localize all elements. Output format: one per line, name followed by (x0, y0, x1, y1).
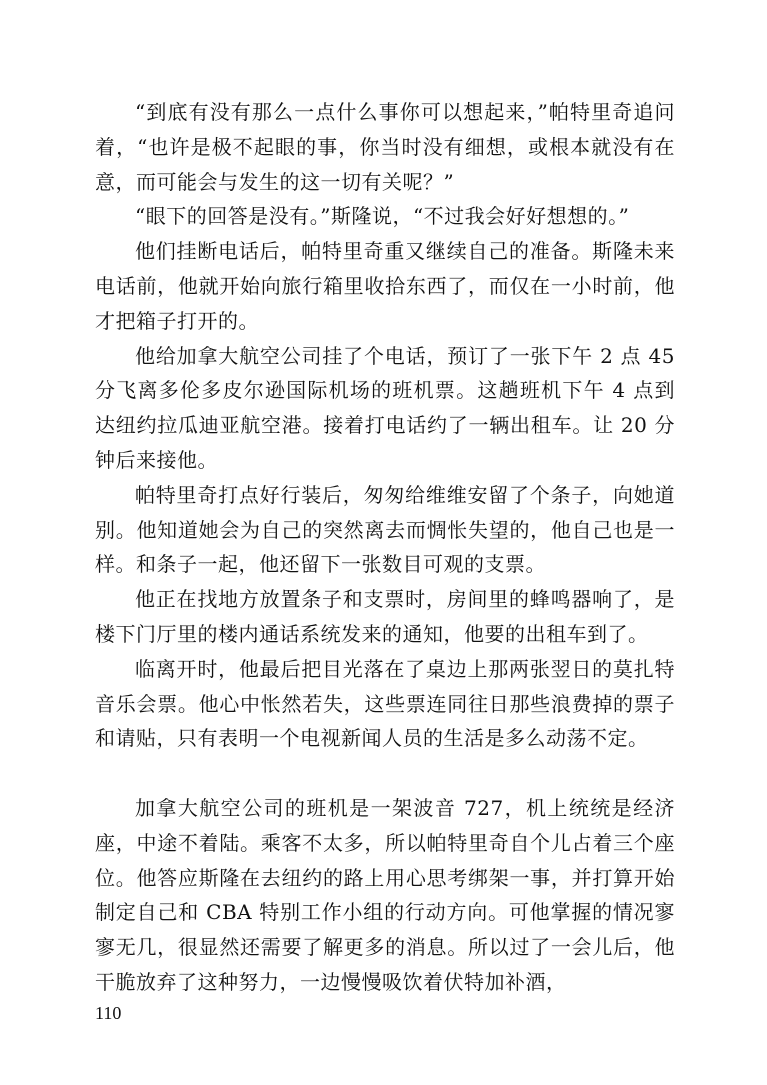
paragraph-5: 帕特里奇打点好行装后，匆匆给维维安留了个条子，向她道别。他知道她会为自己的突然离去而惆怅失望的，他自己也是一样。和条子一起，他还留下一张数目可观的支票。 (95, 482, 675, 577)
paragraph-2: “眼下的回答是没有。”斯隆说，“不过我会好好想想的。” (135, 204, 630, 229)
paragraph-6: 他正在找地方放置条子和支票时，房间里的蜂鸣器响了，是楼下门厅里的楼内通话系统发来的通知，他要的出租车到了。 (95, 587, 675, 646)
section-break (95, 756, 675, 791)
paragraph-8: 加拿大航空公司的班机是一架波音 727，机上统统是经济座，中途不着陆。乘客不太多，所以帕特里奇自个儿占着三个座位。他答应斯隆在去纽约的路上用心思考绑架一事，并打算开始制定自己和 CBA 特别工作小组的行动方向。可他掌握的情况寥寥无几，很显然还需要了解更多的消息。所以过了一会儿后，他干脆放弃了这种努力，一边慢慢吸饮着伏特加补酒， (95, 795, 675, 994)
paragraph-3: 他们挂断电话后，帕特里奇重又继续自己的准备。斯隆未来电话前，他就开始向旅行箱里收拾东西了，而仅在一小时前，他才把箱子打开的。 (95, 239, 675, 333)
paragraph-4: 他给加拿大航空公司挂了个电话，预订了一张下午 2 点 45 分飞离多伦多皮尔逊国际机场的班机票。这趟班机下午 4 点到达纽约拉瓜迪亚航空港。接着打电话约了一辆出租车。让 20 分钟后来接他。 (95, 343, 675, 472)
paragraph-7: 临离开时，他最后把目光落在了桌边上那两张翌日的莫扎特音乐会票。他心中怅然若失，这些票连同往日那些浪费掉的票子和请贴，只有表明一个电视新闻人员的生活是多么动荡不定。 (95, 656, 675, 751)
page-body (95, 95, 675, 1000)
page-number: 110 (95, 1003, 122, 1023)
paragraph-1: “到底有没有那么一点什么事你可以想起来，”帕特里奇追问着，“也许是极不起眼的事，你当时没有细想，或根本就没有在意，而可能会与发生的这一切有关呢？” (95, 100, 675, 194)
